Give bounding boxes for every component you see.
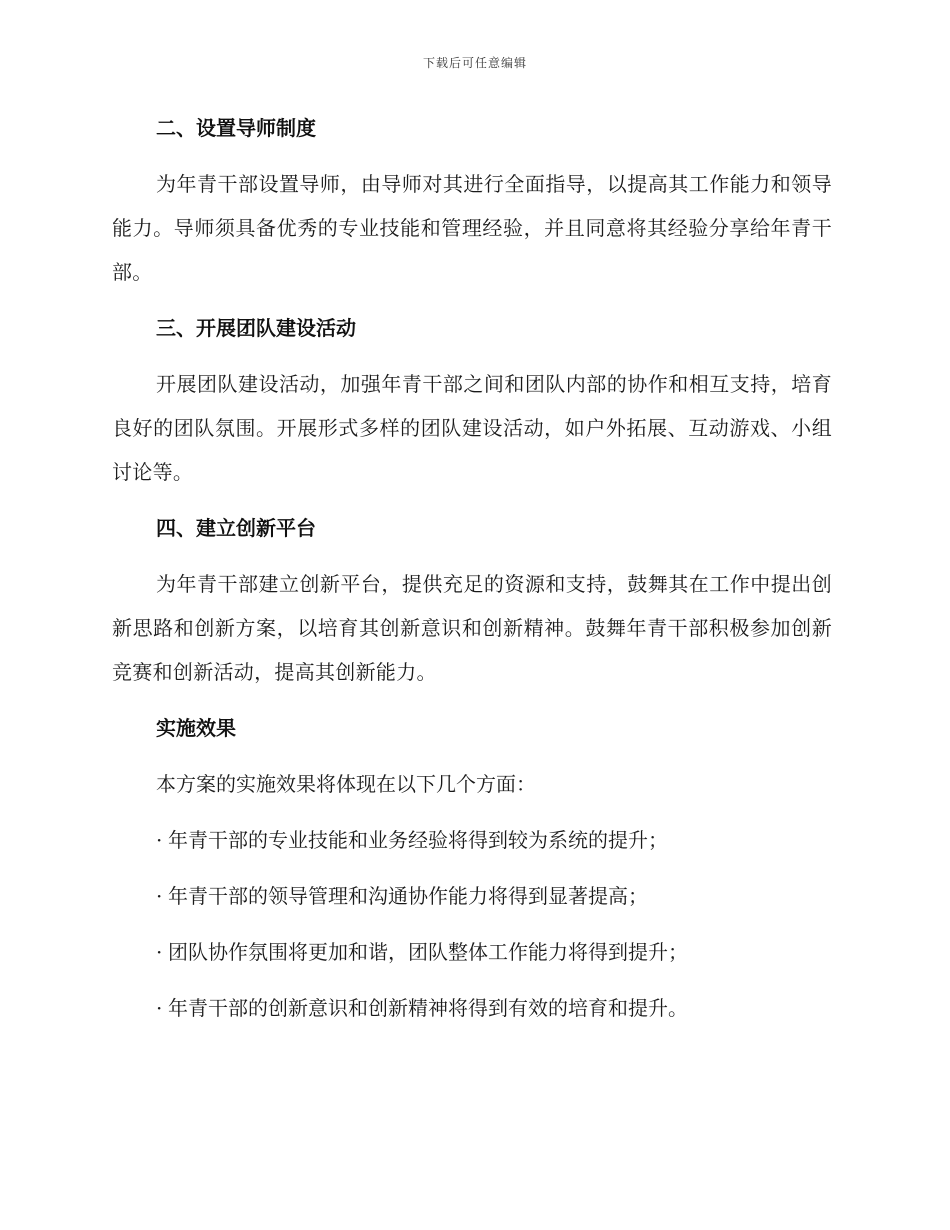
bullet-icon: · xyxy=(156,828,163,852)
list-item-text: 年青干部的领导管理和沟通协作能力将得到显著提高； xyxy=(168,884,648,908)
section-team-building xyxy=(112,306,832,494)
bullet-icon: · xyxy=(156,996,163,1020)
list-item-text: 年青干部的创新意识和创新精神将得到有效的培育和提升。 xyxy=(168,996,688,1020)
results-intro: 本方案的实施效果将体现在以下几个方面： xyxy=(156,772,536,796)
section-heading: 实施效果 xyxy=(156,716,236,740)
document-content xyxy=(112,106,832,1042)
section-heading: 二、设置导师制度 xyxy=(156,116,316,140)
section-results xyxy=(112,706,832,1030)
list-item xyxy=(112,930,832,974)
bullet-icon: · xyxy=(156,940,163,964)
list-item-text: 年青干部的专业技能和业务经验将得到较为系统的提升； xyxy=(168,828,668,852)
section-heading: 三、开展团队建设活动 xyxy=(156,316,356,340)
header-note: 下载后可任意编辑 xyxy=(422,56,527,70)
section-paragraph: 为年青干部建立创新平台，提供充足的资源和支持，鼓舞其在工作中提出创新思路和创新方案，以培育其创新意识和创新精神。鼓舞年青干部积极参加创新竞赛和创新活动，提高其创新能力。 xyxy=(112,572,832,684)
list-item xyxy=(112,818,832,862)
list-item-text: 团队协作氛围将更加和谐，团队整体工作能力将得到提升； xyxy=(168,940,688,964)
section-paragraph: 开展团队建设活动，加强年青干部之间和团队内部的协作和相互支持，培育良好的团队氛围。开展形式多样的团队建设活动，如户外拓展、互动游戏、小组讨论等。 xyxy=(112,372,832,484)
section-heading: 四、建立创新平台 xyxy=(156,516,316,540)
list-item xyxy=(112,874,832,918)
section-mentor-system xyxy=(112,106,832,294)
list-item xyxy=(112,986,832,1030)
bullet-icon: · xyxy=(156,884,163,908)
section-innovation-platform xyxy=(112,506,832,694)
section-paragraph: 为年青干部设置导师，由导师对其进行全面指导，以提高其工作能力和领导能力。导师须具备优秀的专业技能和管理经验，并且同意将其经验分享给年青干部。 xyxy=(112,172,832,284)
